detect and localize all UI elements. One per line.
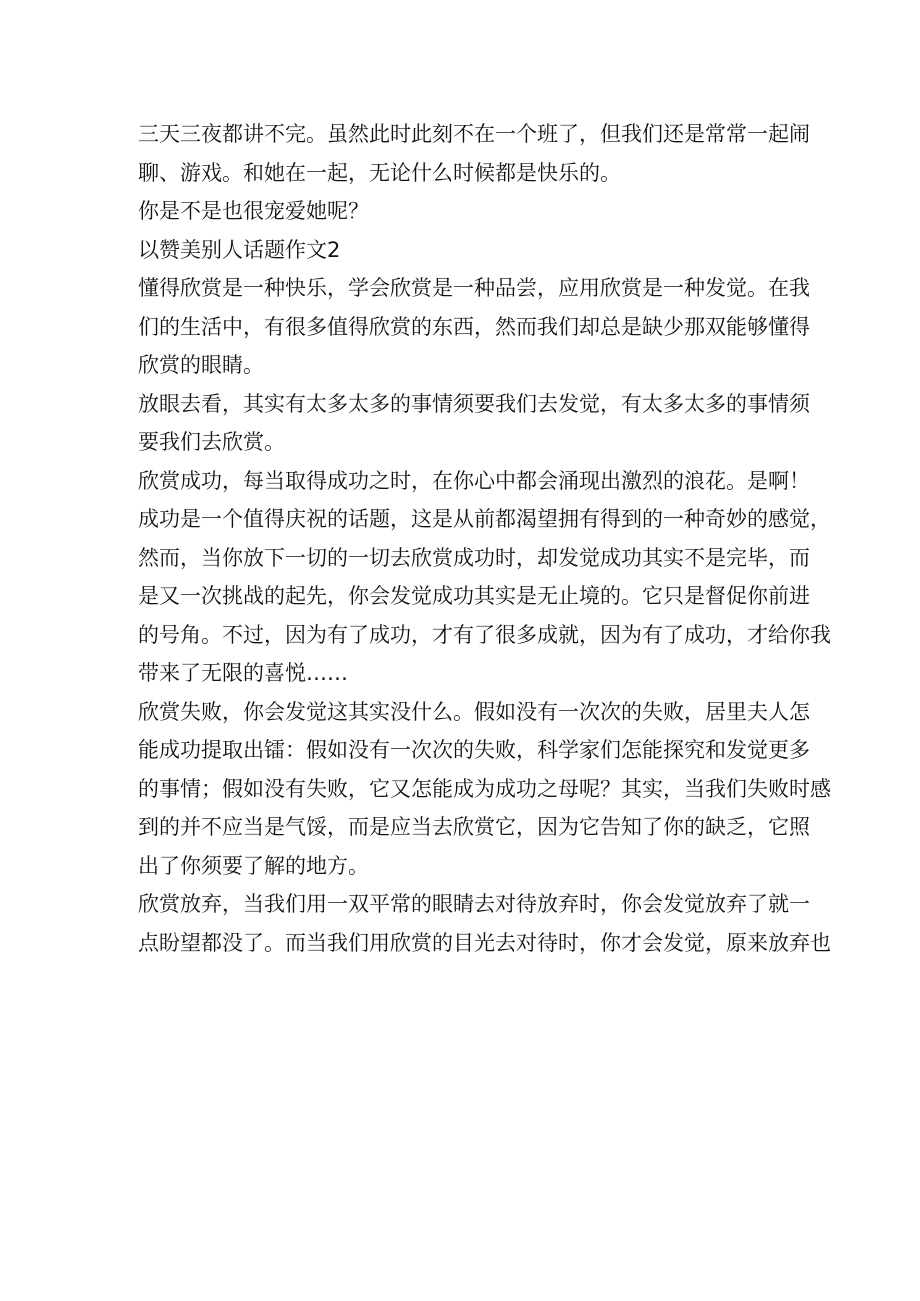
text-line: 然而，当你放下一切的一切去欣赏成功时，却发觉成功其实不是完毕，而 — [138, 545, 810, 570]
text-line: 欣赏成功，每当取得成功之时，在你心中都会涌现出激烈的浪花。是啊！ — [138, 468, 810, 493]
text-line: 成功是一个值得庆祝的话题，这是从前都渴望拥有得到的一种奇妙的感觉， — [138, 507, 831, 531]
section-heading: 以赞美别人话题作文2 — [138, 237, 341, 262]
text-line: 的号角。不过，因为有了成功，才有了很多成就，因为有了成功，才给你我 — [138, 622, 831, 647]
text-line: 点盼望都没了。而当我们用欣赏的目光去对待时，你才会发觉，原来放弃也 — [138, 930, 831, 955]
text-line: 到的并不应当是气馁，而是应当去欣赏它，因为它告知了你的缺乏，它照 — [138, 815, 810, 839]
text-line: 带来了无限的喜悦…… — [138, 661, 348, 685]
text-line: 是又一次挑战的起先，你会发觉成功其实是无止境的。它只是督促你前进 — [138, 584, 810, 608]
text-line: 放眼去看，其实有太多太多的事情须要我们去发觉，有太多太多的事情须 — [138, 391, 810, 416]
text-line: 出了你须要了解的地方。 — [138, 853, 369, 878]
document-body — [138, 115, 831, 962]
text-line: 欣赏的眼睛。 — [138, 353, 264, 377]
text-line: 们的生活中，有很多值得欣赏的东西，然而我们却总是缺少那双能够懂得 — [138, 314, 810, 339]
text-line: 聊、游戏。和她在一起，无论什么时候都是快乐的。 — [138, 160, 621, 185]
text-line: 懂得欣赏是一种快乐，学会欣赏是一种品尝，应用欣赏是一种发觉。在我 — [138, 276, 810, 300]
text-line: 的事情；假如没有失败，它又怎能成为成功之母呢？其实，当我们失败时感 — [138, 776, 831, 801]
text-line: 要我们去欣赏。 — [138, 430, 285, 454]
text-line: 你是不是也很宠爱她呢？ — [138, 199, 369, 223]
text-line: 能成功提取出镭：假如没有一次次的失败，科学家们怎能探究和发觉更多 — [138, 738, 810, 762]
text-line: 三天三夜都讲不完。虽然此时此刻不在一个班了，但我们还是常常一起闹 — [138, 122, 810, 146]
text-line: 欣赏失败，你会发觉这其实没什么。假如没有一次次的失败，居里夫人怎 — [138, 699, 810, 724]
text-line: 欣赏放弃，当我们用一双平常的眼睛去对待放弃时，你会发觉放弃了就一 — [138, 892, 810, 916]
